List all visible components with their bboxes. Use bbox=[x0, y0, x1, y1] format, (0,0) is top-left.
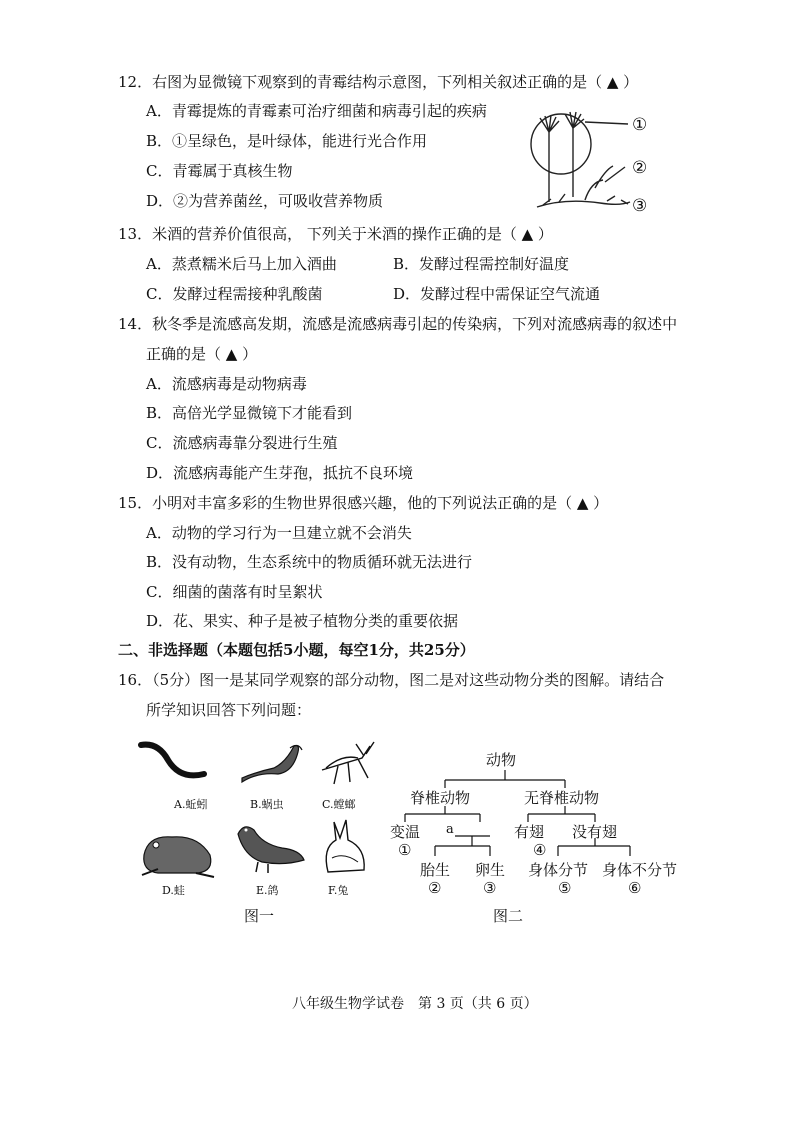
tree-a: a bbox=[446, 822, 454, 837]
tree-oviparous: 卵生 bbox=[475, 861, 506, 879]
tree-unsegmented: 身体不分节 bbox=[602, 861, 678, 879]
tree-segmented: 身体分节 bbox=[528, 861, 589, 879]
q16-stem-line2: 所学知识回答下列问题： bbox=[146, 701, 312, 719]
figure1-title: 图一 bbox=[244, 907, 275, 925]
q12-stem: 12．右图为显微镜下观察到的青霉结构示意图，下列相关叙述正确的是（ ▲ ） bbox=[118, 73, 639, 91]
q14-option-b: B．高倍光学显微镜下才能看到 bbox=[146, 404, 353, 422]
q15-option-b: B．没有动物，生态系统中的物质循环就无法进行 bbox=[146, 553, 473, 571]
animal-label-b: B.蜗虫 bbox=[250, 798, 284, 811]
tree-num-3: ③ bbox=[483, 879, 497, 897]
tree-invertebrate: 无脊椎动物 bbox=[524, 789, 600, 807]
section2-title: 二、非选择题（本题包括5小题，每空1分，共25分） bbox=[118, 641, 475, 659]
animal-label-d: D.蛙 bbox=[162, 884, 185, 897]
q14-option-d: D．流感病毒能产生芽孢，抵抗不良环境 bbox=[146, 464, 414, 482]
q13-option-a: A．蒸煮糯米后马上加入酒曲 bbox=[146, 255, 337, 273]
q15-stem: 15．小明对丰富多彩的生物世界很感兴趣，他的下列说法正确的是（ ▲ ） bbox=[118, 494, 609, 512]
q13-stem: 13．米酒的营养价值很高， 下列关于米酒的操作正确的是（ ▲ ） bbox=[118, 225, 553, 243]
q14-option-c: C．流感病毒靠分裂进行生殖 bbox=[146, 434, 338, 452]
q12-label-2: ② bbox=[632, 158, 648, 178]
q15-option-a: A．动物的学习行为一旦建立就不会消失 bbox=[146, 524, 412, 542]
tree-wingless: 没有翅 bbox=[572, 823, 618, 841]
tree-viviparous: 胎生 bbox=[420, 861, 451, 879]
q14-stem-line2: 正确的是（ ▲ ） bbox=[146, 345, 258, 363]
animal-label-e: E.鸽 bbox=[256, 884, 279, 897]
q12-option-a: A．青霉提炼的青霉素可治疗细菌和病毒引起的疾病 bbox=[146, 102, 487, 120]
q13-option-c: C．发酵过程需接种乳酸菌 bbox=[146, 285, 323, 303]
q12-option-d: D．②为营养菌丝，可吸收营养物质 bbox=[146, 192, 384, 210]
q12-label-3: ③ bbox=[632, 196, 648, 216]
q14-option-a: A．流感病毒是动物病毒 bbox=[146, 375, 307, 393]
q14-stem-line1: 14．秋冬季是流感高发期，流感是流感病毒引起的传染病，下列对流感病毒的叙述中 bbox=[118, 315, 678, 333]
q12-label-1: ① bbox=[632, 115, 648, 135]
animal-label-f: F.兔 bbox=[328, 884, 349, 897]
tree-num-2: ② bbox=[428, 879, 442, 897]
tree-num-4: ④ bbox=[533, 841, 547, 859]
page-footer: 八年级生物学试卷 第 3 页（共 6 页） bbox=[292, 996, 538, 1012]
tree-num-5: ⑤ bbox=[558, 879, 572, 897]
tree-num-1: ① bbox=[398, 841, 412, 859]
q16-stem-line1: 16．（5分）图一是某同学观察的部分动物，图二是对这些动物分类的图解。请结合 bbox=[118, 671, 665, 689]
q12-option-c: C．青霉属于真核生物 bbox=[146, 162, 293, 180]
tree-winged: 有翅 bbox=[514, 823, 545, 841]
tree-vertebrate: 脊椎动物 bbox=[410, 789, 471, 807]
tree-num-6: ⑥ bbox=[628, 879, 642, 897]
q15-option-d: D．花、果实、种子是被子植物分类的重要依据 bbox=[146, 612, 459, 630]
figure2-title: 图二 bbox=[493, 907, 524, 925]
q12-option-b: B．①呈绿色，是叶绿体，能进行光合作用 bbox=[146, 132, 428, 150]
q13-option-b: B．发酵过程需控制好温度 bbox=[393, 255, 570, 273]
q15-option-c: C．细菌的菌落有时呈絮状 bbox=[146, 583, 323, 601]
tree-root: 动物 bbox=[486, 751, 517, 769]
q13-option-d: D．发酵过程中需保证空气流通 bbox=[393, 285, 601, 303]
tree-cold-blooded: 变温 bbox=[390, 823, 421, 841]
animal-label-c: C.螳螂 bbox=[322, 798, 356, 811]
animal-label-a: A.蚯蚓 bbox=[174, 798, 208, 811]
